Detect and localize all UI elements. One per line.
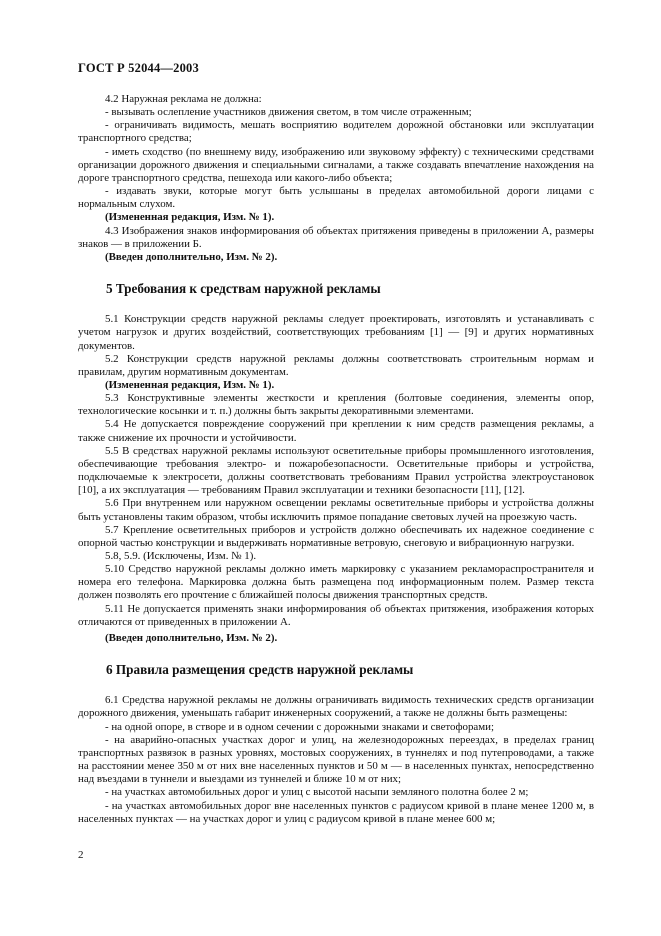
amendment-note: (Введен дополнительно, Изм. № 2). [105, 631, 278, 644]
document-body [78, 93, 594, 826]
list-item: - иметь сходство (по внешнему виду, изображению или звуковому эффекту) с техническими средствами организации дорожного движения и специальными сигналами, а также создавать впечатление нахождения на дороге транспортного средства, пешехода или какого-либо объекта; [78, 145, 594, 184]
document-header: ГОСТ Р 52044—2003 [78, 61, 199, 75]
list-item: - вызывать ослепление участников движения светом, в том числе отраженным; [105, 106, 472, 119]
section-heading-5: 5 Требования к средствам наружной рекламы [106, 281, 381, 297]
list-item: - на участках автомобильных дорог и улиц с высотой насыпи земляного полотна более 2 м; [105, 786, 529, 799]
amendment-note: (Измененная редакция, Изм. № 1). [105, 211, 275, 224]
section-heading-6: 6 Правила размещения средств наружной рекламы [106, 662, 414, 678]
page-number: 2 [78, 849, 84, 861]
clause-5-7: 5.7 Крепление осветительных приборов и устройств должно обеспечивать их надежное соединение с опорной частью конструкции и выдерживать нормативные ветровую, снеговую и вибрационную нагрузки. [78, 523, 594, 549]
amendment-note: (Измененная редакция, Изм. № 1). [105, 378, 275, 391]
clause-6-1: 6.1 Средства наружной рекламы не должны ограничивать видимость технических средств организации дорожного движения, уменьшать габарит инженерных сооружений, а также не должны быть размещены: [78, 694, 594, 720]
clause-5-2: 5.2 Конструкции средств наружной рекламы должны соответствовать строительным нормам и правилам, другим нормативным документам. [78, 352, 594, 378]
clause-5-1: 5.1 Конструкции средств наружной рекламы следует проектировать, изготовлять и устанавливать с учетом нагрузок и других воздействий, соответствующих требованиям [1] — [9] и других нормативных документов. [78, 313, 594, 352]
list-item: - издавать звуки, которые могут быть услышаны в пределах автомобильной дороги лицами с нормальным слухом. [78, 185, 594, 211]
clause-5-8-5-9: 5.8, 5.9. (Исключены, Изм. № 1). [105, 550, 257, 562]
list-item: - на аварийно-опасных участках дорог и улиц, на железнодорожных переездах, в пределах границ транспортных развязок в разных уровнях, мостовых сооружениях, в туннелях и под путепроводами, а также на расстоянии менее 350 м от них вне населенных пунктов и 50 м — в населенных пунктах, непосредственно над въездами в туннели и выездами из туннелей и ближе 10 м от них; [78, 733, 594, 786]
clause-5-10: 5.10 Средство наружной рекламы должно иметь маркировку с указанием рекламораспространителя и номера его телефона. Маркировка должна быть размещена под информационным полем. Размер текста должен позволять его прочтение с ближайшей полосы движения транспортных средств. [78, 563, 594, 602]
clause-5-5: 5.5 В средствах наружной рекламы используют осветительные приборы промышленного изготовления, обеспечивающие требования электро- и пожаробезопасности. Осветительные приборы и устройства, подключаемые к электросети, должны соответствовать требованиям Правил устройства электроустановок [10], а их эксплуатация — требованиям Правил эксплуатации и техники безопасности [11], [12]. [78, 444, 594, 497]
clause-4-2: 4.2 Наружная реклама не должна: [105, 93, 262, 105]
list-item: - ограничивать видимость, мешать восприятию водителем дорожной обстановки или эксплуатации транспортного средства; [78, 119, 594, 145]
clause-5-11: 5.11 Не допускается применять знаки информирования об объектах притяжения, изображения которых отличаются от приведенных в приложении А. [78, 602, 594, 628]
list-item: - на одной опоре, в створе и в одном сечении с дорожными знаками и светофорами; [105, 720, 494, 733]
clause-4-3: 4.3 Изображения знаков информирования об объектах притяжения приведены в приложении А, размеры знаков — в приложении Б. [78, 224, 594, 250]
clause-5-3: 5.3 Конструктивные элементы жесткости и крепления (болтовые соединения, элементы опор, технологические косынки и т. п.) должны быть закрыты декоративными элементами. [78, 392, 594, 418]
clause-5-6: 5.6 При внутреннем или наружном освещении рекламы осветительные приборы и устройства должны быть установлены таким образом, чтобы исключить прямое попадание световых лучей на проезжую часть. [78, 497, 594, 523]
list-item: - на участках автомобильных дорог вне населенных пунктов с радиусом кривой в плане менее 1200 м, в населенных пунктах — на участках дорог и улиц с радиусом кривой в плане менее 600 м; [78, 799, 594, 825]
amendment-note: (Введен дополнительно, Изм. № 2). [105, 250, 278, 263]
clause-5-4: 5.4 Не допускается повреждение сооружений при креплении к ним средств размещения рекламы, а также снижение их прочности и устойчивости. [78, 418, 594, 444]
